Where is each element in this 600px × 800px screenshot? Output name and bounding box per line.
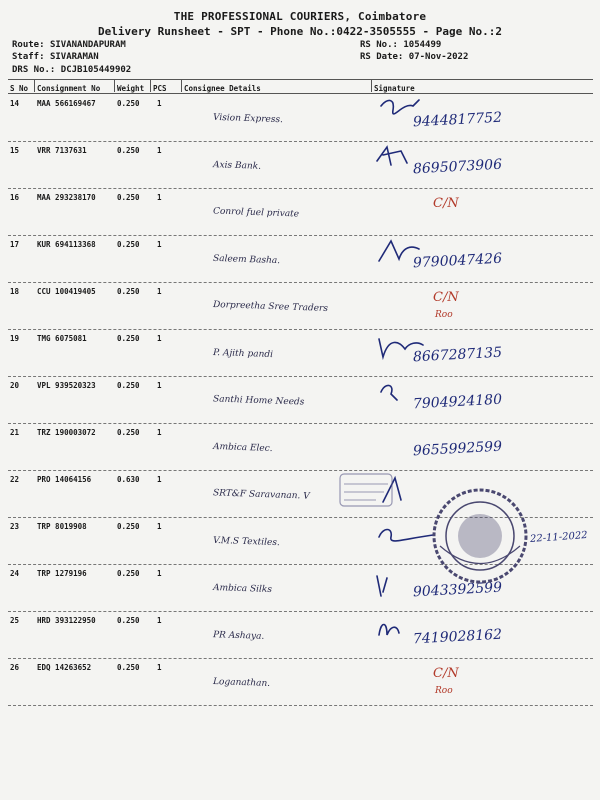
cell-weight: 0.250 [117,99,140,108]
cell-signature [373,378,593,422]
cell-weight: 0.630 [117,475,140,484]
rs-no-label: RS No.: [360,40,398,50]
header-top-rule [8,79,593,80]
faded-stamp-mark [336,470,396,510]
cell-sno: 24 [10,569,20,578]
cell-sno: 22 [10,475,20,484]
row-divider [8,705,593,706]
cell-sno: 21 [10,428,20,437]
table-row [8,143,593,189]
cell-weight: 0.250 [117,193,140,202]
signature-cn-mark: C/N [433,196,459,211]
cell-signature [373,284,593,328]
signature-phone: 8695073906 [412,156,503,178]
row-divider [8,329,593,330]
cell-weight: 0.250 [117,334,140,343]
rs-date-label: RS Date: [360,52,404,62]
table-row [8,660,593,706]
route-line [12,40,126,50]
cell-signature [373,96,593,140]
cell-weight: 0.250 [117,616,140,625]
cell-consignment: KUR 694113368 [37,240,96,249]
cell-pcs: 1 [157,522,162,531]
cell-sno: 26 [10,663,20,672]
table-row [8,613,593,659]
row-divider [8,141,593,142]
rs-date-value: 07-Nov-2022 [408,52,469,62]
cell-signature [373,660,593,704]
cell-signature [373,190,593,234]
cell-sno: 19 [10,334,20,343]
row-divider [8,423,593,424]
cell-sno: 25 [10,616,20,625]
cell-weight: 0.250 [117,663,140,672]
row-divider [8,376,593,377]
cell-consignment: TRP 1279196 [37,569,87,578]
cell-consignee: SRT&F Saravanan. V [212,488,310,502]
cell-consignment: TMG 6075081 [37,334,87,343]
cell-pcs: 1 [157,475,162,484]
col-header-sno: S No [10,84,29,93]
signature-phone: 9790047426 [412,250,503,272]
col-header-weight: Weight [117,84,145,93]
row-divider [8,235,593,236]
cell-signature [373,425,593,469]
signature-phone: 7419028162 [412,626,503,648]
col-divider [371,80,372,92]
cell-consignment: CCU 100419405 [37,287,96,296]
table-row [8,237,593,283]
cell-pcs: 1 [157,569,162,578]
drs-line [12,65,131,75]
table-row [8,190,593,236]
cell-consignee: Axis Bank. [212,160,262,172]
cell-pcs: 1 [157,334,162,343]
table-row [8,331,593,377]
cell-consignment: TRZ 190003072 [37,428,96,437]
cell-consignee: PR Ashaya. [212,630,265,642]
cell-weight: 0.250 [117,146,140,155]
cell-pcs: 1 [157,193,162,202]
cell-consignment: MAA 566169467 [37,99,96,108]
col-divider [34,80,35,92]
cell-consignee: Ambica Elec. [212,441,273,455]
cell-sno: 23 [10,522,20,531]
cell-consignee: P. Ajith pandi [212,347,274,361]
cell-sno: 17 [10,240,20,249]
cell-sno: 20 [10,381,20,390]
cell-consignment: HRD 393122950 [37,616,96,625]
cell-weight: 0.250 [117,522,140,531]
cell-sno: 18 [10,287,20,296]
cell-consignee: Saleem Basha. [212,253,281,267]
cell-sno: 15 [10,146,20,155]
signature-phone: 9655992599 [412,438,503,460]
cell-consignment: MAA 293238170 [37,193,96,202]
cell-consignee: V.M.S Textiles. [212,535,280,549]
signature-phone: 7904924180 [412,391,503,413]
cell-consignment: VRR 7137631 [37,146,87,155]
row-divider [8,658,593,659]
cell-signature [373,237,593,281]
table-row [8,425,593,471]
cell-consignee: Dorpreetha Sree Traders [212,299,329,315]
col-header-consignee: Consignee Details [184,84,261,93]
signature-phone: 8667287135 [412,344,503,366]
cell-consignment: EDQ 14263652 [37,663,92,672]
cell-sno: 14 [10,99,20,108]
seal-date: 22-11-2022 [529,530,588,545]
cell-pcs: 1 [157,616,162,625]
cell-consignee: Conrol fuel private [212,206,300,220]
cell-weight: 0.250 [117,569,140,578]
signature-roo-mark: Roo [435,310,453,320]
col-header-pcs: PCS [153,84,167,93]
row-divider [8,188,593,189]
cell-signature [373,143,593,187]
drs-value: DCJB105449902 [60,65,132,75]
cell-consignment: PRO 14064156 [37,475,92,484]
cell-weight: 0.250 [117,428,140,437]
col-divider [114,80,115,92]
cell-weight: 0.250 [117,287,140,296]
cell-consignment: VPL 939520323 [37,381,96,390]
header-bottom-rule [8,93,593,94]
runsheet-title: Delivery Runsheet - SPT - Phone No.:0422-3505555 - Page No.:2 [98,25,502,38]
cell-weight: 0.250 [117,381,140,390]
row-divider [8,282,593,283]
cell-pcs: 1 [157,663,162,672]
row-divider [8,470,593,471]
table-row [8,284,593,330]
signature-cn-mark: C/N [433,666,459,681]
courier-seal-stamp [430,486,530,586]
signature-cn-mark: C/N [433,290,459,305]
cell-pcs: 1 [157,428,162,437]
company-title: THE PROFESSIONAL COURIERS, Coimbatore [173,10,427,23]
staff-line [12,52,99,62]
signature-phone: 9444817752 [412,109,503,131]
cell-pcs: 1 [157,99,162,108]
signature-roo-mark: Roo [435,686,453,696]
staff-value: SIVARAMAN [49,52,99,62]
staff-label: Staff: [12,52,45,62]
cell-consignment: TRP 8019908 [37,522,87,531]
rs-no-value: 1054499 [403,40,442,50]
table-row [8,378,593,424]
cell-consignee: Loganathan. [212,677,271,689]
rs-no-line [360,40,441,50]
col-divider [181,80,182,92]
col-divider [150,80,151,92]
cell-signature [373,331,593,375]
cell-signature [373,613,593,657]
cell-pcs: 1 [157,287,162,296]
cell-consignee: Santhi Home Needs [212,394,305,408]
cell-consignee: Vision Express. [212,112,284,126]
route-label: Route: [12,40,45,50]
drs-label: DRS No.: [12,65,56,75]
cell-pcs: 1 [157,240,162,249]
col-header-consignment: Consignment No [37,84,101,93]
row-divider [8,611,593,612]
cell-weight: 0.250 [117,240,140,249]
table-row [8,96,593,142]
rs-date-line [360,52,468,62]
cell-sno: 16 [10,193,20,202]
route-value: SIVANANDAPURAM [49,40,126,50]
cell-consignee: Ambica Silks [212,582,273,596]
col-header-signature: Signature [374,84,415,93]
signature-phone: 9043392599 [412,579,503,601]
cell-pcs: 1 [157,146,162,155]
cell-pcs: 1 [157,381,162,390]
